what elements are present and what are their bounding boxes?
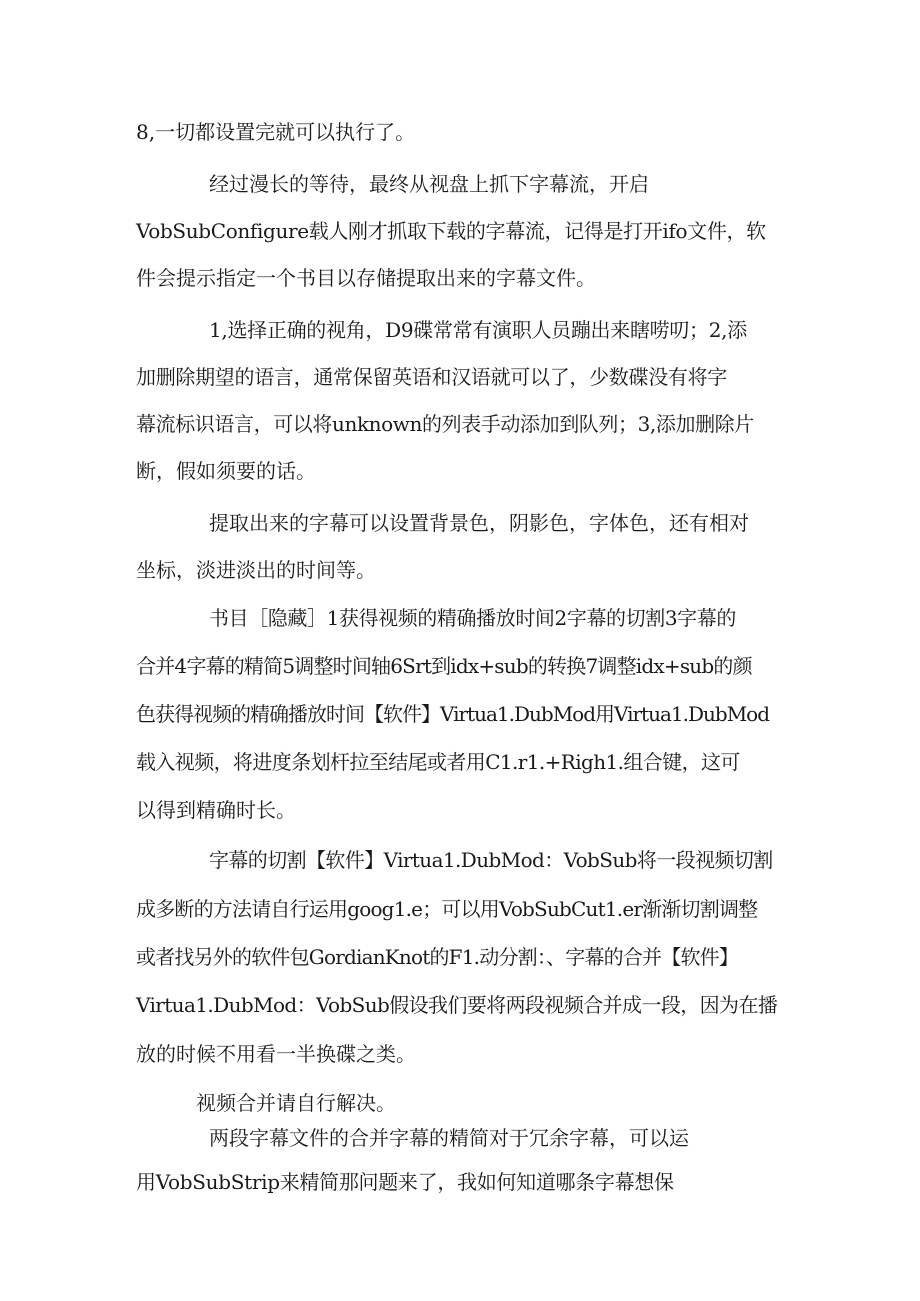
text-line: 坐标，淡进淡出的时间等。 [136,558,376,582]
text-line: 以得到精确时长。 [136,798,296,822]
text-line: 断，假如须要的话。 [136,459,316,483]
text-line: 经过漫长的等待，最终从视盘上抓下字幕流，开启 [209,172,649,196]
text-line: Virtua1.DubMod：VobSub假设我们要将两段视频合并成一段，因为在播 [136,993,778,1017]
text-line: 8,一切都设置完就可以执行了。 [136,120,416,144]
text-line: VobSubConfigure载人刚才抓取下载的字幕流，记得是打开ifo文件，软 [136,219,766,243]
text-line: 两段字幕文件的合并字幕的精简对于冗余字幕，可以运 [209,1126,689,1150]
text-line: 加删除期望的语言，通常保留英语和汉语就可以了，少数碟没有将字 [136,365,727,389]
text-line: 放的时候不用看一半换碟之类。 [136,1042,416,1066]
text-line: 幕流标识语言，可以将unknown的列表手动添加到队列；3,添加删除片 [136,412,754,436]
text-line: 件会提示指定一个书目以存储提取出来的字幕文件。 [136,266,596,290]
text-line: 载入视频，将进度条划杆拉至结尾或者用C1.r1.+Righ1.组合键，这可 [136,750,740,774]
text-line: 提取出来的字幕可以设置背景色，阴影色，字体色，还有相对 [209,511,749,535]
text-line: 用VobSubStrip来精简那问题来了，我如何知道哪条字幕想保 [136,1170,674,1194]
text-line: 成多断的方法请自行运用goog1.e；可以用VobSubCut1.er渐渐切割调整 [136,897,758,921]
text-line: 或者找另外的软件包GordianKnot的F1.动分割：、字幕的合并【软件】 [136,945,739,969]
text-line: 合并4字幕的精简5调整时间轴6Srt到idx+sub的转换7调整idx+sub的颜 [136,654,752,678]
text-line: 视频合并请自行解决。 [196,1091,396,1115]
text-line: 1,选择正确的视角，D9碟常常有演职人员蹦出来瞎唠叨；2,添 [209,318,747,342]
text-line: 色获得视频的精确播放时间【软件】Virtua1.DubMod用Virtua1.DubMod [136,702,770,726]
text-line: 书目［隐藏］1获得视频的精确播放时间2字幕的切割3字幕的 [209,606,736,630]
text-line: 字幕的切割【软件】Virtua1.DubMod：VobSub将一段视频切割 [209,848,773,872]
